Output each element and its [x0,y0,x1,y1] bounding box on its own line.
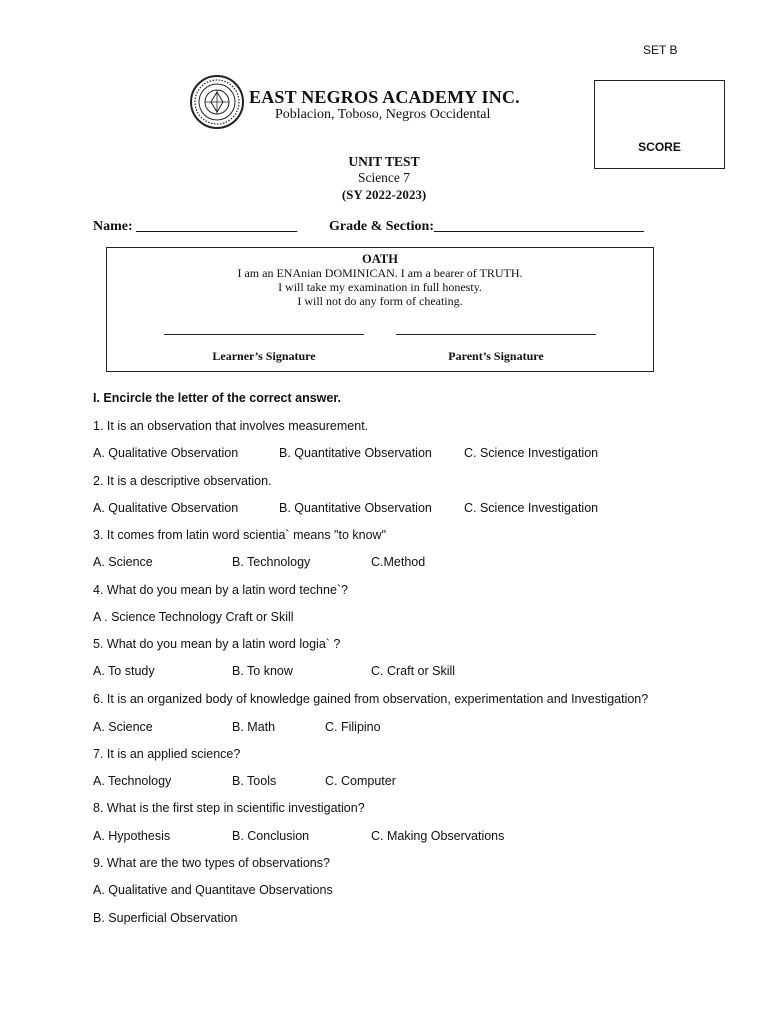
choice[interactable]: B. Superficial Observation [93,911,238,925]
question: 5. What do you mean by a latin word logia` ? [93,637,341,651]
choice[interactable]: B. Conclusion [232,829,310,843]
choice[interactable]: B. Technology [232,555,311,569]
choice[interactable]: B. Math [232,720,276,734]
choice[interactable]: C. Filipino [325,720,381,734]
set-label: SET B [643,43,678,57]
school-seal-icon [190,75,244,129]
oath-line: I am an ENAnian DOMINICAN. I am a bearer of TRUTH. [237,266,523,280]
choice[interactable]: A. Science [93,555,153,569]
question: 9. What are the two types of observations? [93,856,330,870]
choice[interactable]: C. Craft or Skill [371,664,456,678]
choice[interactable]: C. Science Investigation [464,501,599,515]
question: 6. It is an organized body of knowledge gained from observation, experimentation and Investigation? [93,692,649,706]
choice[interactable]: A. Hypothesis [93,829,171,843]
question: 3. It comes from latin word scientia` means "to know" [93,528,387,542]
parent-signature-line[interactable] [396,334,596,335]
school-year: (SY 2022-2023) [341,187,427,202]
question: 1. It is an observation that involves measurement. [93,419,369,433]
choice[interactable]: C. Making Observations [371,829,505,843]
question: 2. It is a descriptive observation. [93,474,272,488]
choice[interactable]: A. Qualitative and Quantitave Observations [93,883,333,897]
learner-signature-label: Learner’s Signature [212,349,316,363]
choice[interactable]: B. Quantitative Observation [279,501,432,515]
choice[interactable]: A. To study [93,664,155,678]
parent-signature-label: Parent’s Signature [448,349,544,363]
question: 4. What do you mean by a latin word techne`? [93,583,349,597]
oath-box [106,247,654,372]
question: 8. What is the first step in scientific investigation? [93,801,365,815]
test-subject: Science 7 [357,170,411,185]
choice[interactable]: A. Qualitative Observation [93,446,239,460]
instructions: I. Encircle the letter of the correct answer. [93,391,342,405]
learner-signature-line[interactable] [164,334,364,335]
choice[interactable]: C. Science Investigation [464,446,599,460]
grade-section-field[interactable]: Grade & Section:______________________________ [329,219,644,234]
choice[interactable]: A. Technology [93,774,172,788]
school-address: Poblacion, Toboso, Negros Occidental [275,107,491,122]
choice[interactable]: A. Science [93,720,153,734]
test-title: UNIT TEST [348,154,420,169]
question: 7. It is an applied science? [93,747,241,761]
oath-title: OATH [362,252,398,266]
oath-line: I will take my examination in full honesty. [278,280,482,294]
choice[interactable]: B. Tools [232,774,277,788]
choice[interactable]: C.Method [371,555,426,569]
name-field[interactable]: Name: _______________________ [93,219,298,234]
choice[interactable]: C. Computer [325,774,396,788]
school-name: EAST NEGROS ACADEMY INC. [249,87,520,107]
score-label: SCORE [638,140,681,154]
choice[interactable]: A . Science Technology Craft or Skill [93,610,294,624]
choice[interactable]: B. Quantitative Observation [279,446,432,460]
choice[interactable]: A. Qualitative Observation [93,501,239,515]
oath-line: I will not do any form of cheating. [297,294,463,308]
choice[interactable]: B. To know [232,664,293,678]
